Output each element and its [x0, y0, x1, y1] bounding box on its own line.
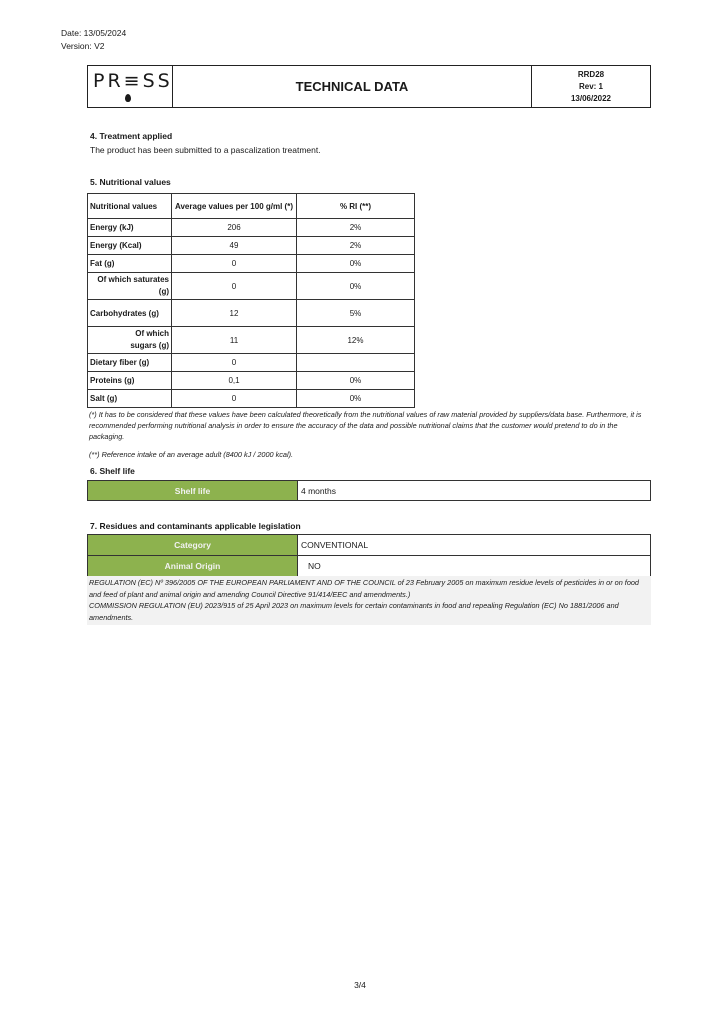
column-header: Average values per 100 g/ml (*)	[172, 194, 297, 219]
nutrient-name: Of which saturates (g)	[88, 273, 172, 300]
table-row	[88, 354, 415, 372]
nutrient-value: 0	[172, 273, 297, 300]
nutrient-ri: 5%	[297, 300, 415, 327]
document-version: Version: V2	[61, 41, 105, 51]
residues-table	[87, 534, 651, 577]
nutrient-ri: 0%	[297, 273, 415, 300]
table-row	[88, 327, 415, 354]
shelf-life-table	[87, 480, 651, 501]
reference-intake-note: (**) Reference intake of an average adult (8400 kJ / 2000 kcal).	[89, 450, 294, 459]
nutrient-value: 0	[172, 354, 297, 372]
shelf-life-title: 6. Shelf life	[90, 466, 135, 476]
drop-icon	[125, 94, 131, 102]
category-label: Category	[88, 535, 298, 556]
nutrient-value: 11	[172, 327, 297, 354]
revision-number: Rev: 1	[578, 81, 603, 91]
nutrient-name: Fat (g)	[88, 255, 172, 273]
nutrient-ri: 2%	[297, 237, 415, 255]
nutrient-value: 0	[172, 390, 297, 408]
document-meta	[61, 27, 126, 53]
column-header: % RI (**)	[297, 194, 415, 219]
nutrition-footnote: (*) It has to be considered that these values have been calculated theoretically from the nutritional values of raw material provided by suppliers/data base. Furthermore, it is recommended performing nutritional analysis in order to ensure the accuracy of the data and possible nutritional claims that the customer would pretend to do in the packaging.	[89, 410, 642, 441]
nutrient-ri: 12%	[297, 327, 415, 354]
logo-text: PR≡SS	[93, 70, 173, 92]
table-header-row	[88, 194, 415, 219]
category-value: CONVENTIONAL	[298, 535, 651, 556]
treatment-text: The product has been submitted to a pascalization treatment.	[90, 145, 321, 155]
legislation-text: REGULATION (EC) Nº 396/2005 OF THE EUROPEAN PARLIAMENT AND OF THE COUNCIL of 23 February 2005 on maximum residue levels of pesticides in or on food and feed of plant and animal origin and amending Council Directive 91/414/EEC and amendments.)	[89, 578, 639, 599]
legislation-note	[87, 576, 651, 625]
nutrient-name: Of which sugars (g)	[88, 327, 172, 354]
nutrient-value: 12	[172, 300, 297, 327]
document-date: Date: 13/05/2024	[61, 28, 127, 38]
legislation-text: COMMISSION REGULATION (EU) 2023/915 of 25 April 2023 on maximum levels for certain contaminants in food and repealing Regulation (EC) No 1881/2006 and amendments.	[89, 601, 619, 622]
nutrient-value: 49	[172, 237, 297, 255]
nutrient-value: 0	[172, 255, 297, 273]
nutrition-table	[87, 193, 415, 408]
table-row	[88, 372, 415, 390]
revision-date: 13/06/2022	[570, 93, 612, 103]
nutrient-name: Salt (g)	[88, 390, 172, 408]
nutrient-value: 0,1	[172, 372, 297, 390]
animal-origin-label: Animal Origin	[88, 556, 298, 577]
nutrient-name: Energy (Kcal)	[88, 237, 172, 255]
shelf-life-label: Shelf life	[88, 481, 298, 501]
nutrient-ri: 0%	[297, 390, 415, 408]
table-row	[88, 219, 415, 237]
table-row	[88, 390, 415, 408]
residues-title: 7. Residues and contaminants applicable legislation	[90, 521, 301, 531]
animal-origin-value: NO	[298, 556, 651, 577]
nutrient-value: 206	[172, 219, 297, 237]
nutrient-ri: 0%	[297, 255, 415, 273]
shelf-life-value: 4 months	[298, 481, 651, 501]
logo	[88, 66, 173, 107]
table-row	[88, 300, 415, 327]
nutrient-ri	[297, 354, 415, 372]
revision-box	[532, 66, 650, 107]
nutrient-name: Dietary fiber (g)	[88, 354, 172, 372]
header-box	[87, 65, 651, 108]
table-row	[88, 481, 651, 501]
table-row	[88, 556, 651, 577]
document-code: RRD28	[577, 69, 605, 79]
page-number: 3/4	[354, 980, 366, 990]
column-header: Nutritional values	[88, 194, 172, 219]
nutrition-title: 5. Nutritional values	[90, 177, 171, 187]
page-title: TECHNICAL DATA	[173, 66, 532, 107]
table-row	[88, 535, 651, 556]
table-row	[88, 255, 415, 273]
nutrient-ri: 2%	[297, 219, 415, 237]
nutrient-name: Energy (kJ)	[88, 219, 172, 237]
treatment-title: 4. Treatment applied	[90, 131, 173, 141]
nutrient-name: Proteins (g)	[88, 372, 172, 390]
table-row	[88, 237, 415, 255]
nutrient-name: Carbohydrates (g)	[88, 300, 172, 327]
nutrient-ri: 0%	[297, 372, 415, 390]
table-row	[88, 273, 415, 300]
